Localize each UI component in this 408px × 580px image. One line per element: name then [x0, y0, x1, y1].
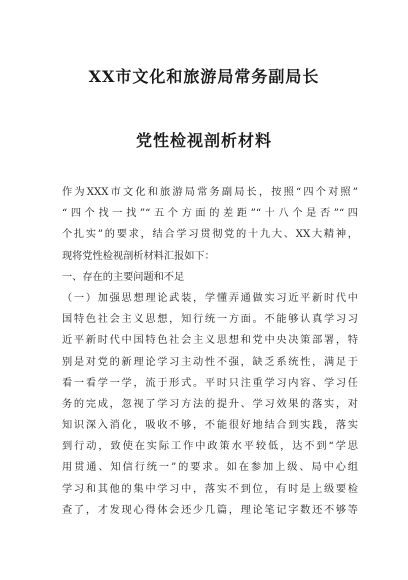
body-line: 知识深入消化，吸收不够，不能很好地结合到实践，落实	[62, 420, 358, 432]
body-line: 务的完成，忽视了学习方法的提升、学习效果的落实，对	[62, 398, 358, 410]
body-line: 查了，才发现心得体会还少几篇，理论笔记字数还不够等	[62, 504, 358, 516]
body-line: 学习和其他的集中学习中，落实不到位，有时是上级要检	[62, 483, 358, 495]
body-line: （一）加强思想理论武装，学懂弄通做实习近平新时代中	[62, 292, 358, 304]
body-line: 近平新时代中国特色社会主义思想和党中央决策部署，特	[62, 335, 358, 347]
body-line: 到行动，致使在实际工作中政策水平较低，达不到“学思	[62, 441, 358, 453]
body-line: “四个找一找”“五个方面的差距”“十八个是否”“四	[62, 208, 358, 220]
body-line: 个扎实”的要求，结合学习贯彻党的十九大、XX大精神，	[62, 229, 358, 241]
body-line: 看一看学一学，流于形式。平时只注重学习内容、学习任	[62, 377, 358, 389]
body-line: 别是对党的新理论学习主动性不强，缺乏系统性，满足于	[62, 356, 358, 368]
document-body	[62, 182, 358, 521]
body-line: 作为XXX市文化和旅游局常务副局长，按照“四个对照”	[62, 187, 358, 198]
body-line: 国特色社会主义思想，知行统一方面。不能够认真学习习	[62, 314, 358, 326]
body-line: 现将党性检视剖析材料汇报如下：	[62, 250, 215, 262]
document-title: XX市文化和旅游局常务副局长	[88, 67, 320, 86]
body-line: 用贯通、知信行统一”的要求。如在参加上级、局中心组	[62, 462, 358, 474]
document-subtitle: 党性检视剖析材料	[135, 131, 272, 150]
section-heading: 一、存在的主要问题和不足	[62, 271, 185, 283]
